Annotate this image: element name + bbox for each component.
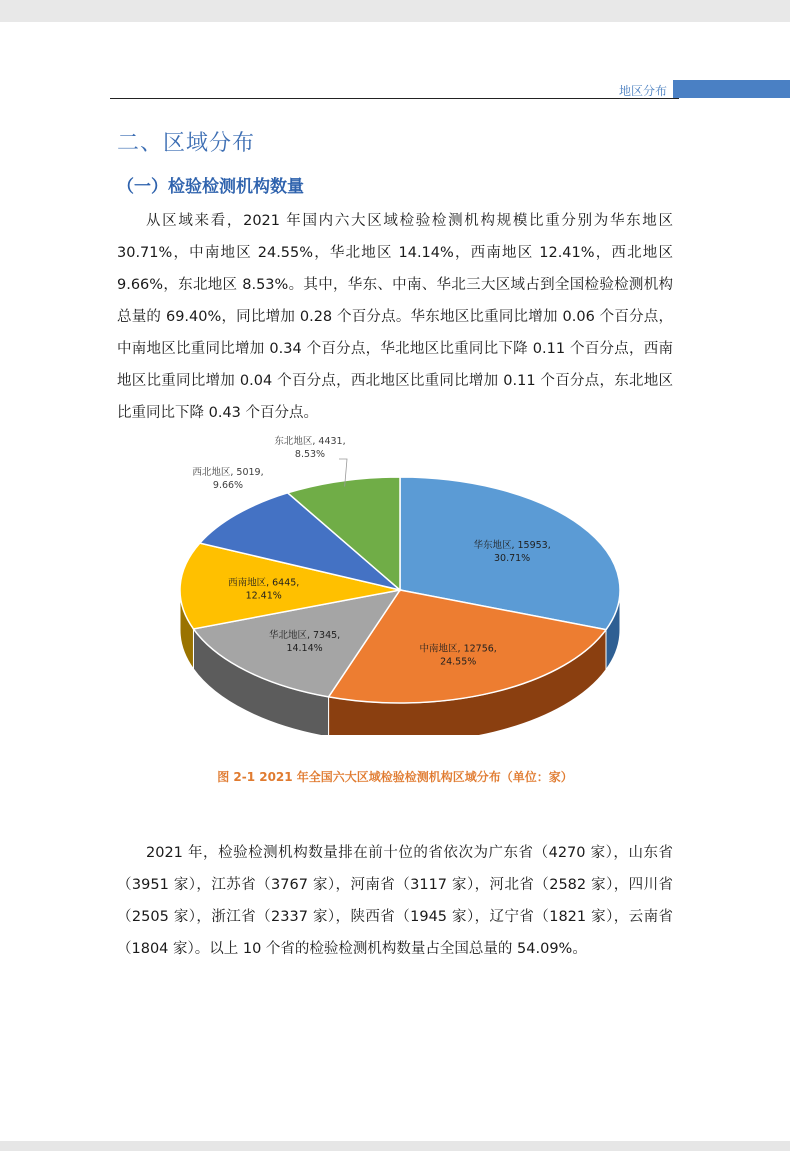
pie-chart-svg [150,425,650,735]
pie-label-4: 西北地区, 5019, [192,467,264,478]
pie-label-pct-5: 8.53% [294,449,326,460]
pie-label-0: 华东地区, 15953, [473,540,551,552]
section-title: 二、区域分布 [117,131,256,156]
pie-chart [150,425,650,735]
pie-label-pct-0: 30.71% [493,553,531,565]
pie-label-pct-3: 12.41% [245,590,282,602]
pie-label-pct-2: 14.14% [286,643,323,655]
top-margin-band [0,0,790,22]
pie-label-2: 华北地区, 7345, [268,630,341,642]
paragraph-region-shares: 从区域来看，2021 年国内六大区域检验检测机构规模比重分别为华东地区 30.71%，中南地区 24.55%，华北地区 14.14%，西南地区 12.41%，西北地区 9.66%，东北地区 8.53%。其中，华东、中南、华北三大区域占到全国检验检测机构总量的 69.40%，同比增加 0.28 个百分点。华东地区比重同比增加 0.06 个百分点，中南地区比重同比增加 0.34 个百分点，华北地区比重同比下降 0.11 个百分点，西南地区比重同比增加 0.04 个百分点，西北地区比重同比增加 0.11 个百分点，东北地区比重同比下降 0.43 个百分点。 [117,213,673,421]
pie-label-1: 中南地区, 12756, [419,643,497,655]
bottom-margin-band [0,1141,790,1151]
running-header-label: 地区分布 [619,84,668,98]
pie-label-pct-4: 9.66% [212,480,244,491]
pie-label-pct-1: 24.55% [440,656,477,668]
running-header-bar [673,80,790,98]
sub-title: （一）检验检测机构数量 [117,177,304,197]
chart-caption: 图 2-1 2021 年全国六大区域检验检测机构区域分布（单位：家） [217,770,573,784]
pie-label-3: 西南地区, 6445, [228,577,300,589]
paragraph-top-provinces: 2021 年，检验检测机构数量排在前十位的省依次为广东省（4270 家），山东省（3951 家），江苏省（3767 家），河南省（3117 家），河北省（2582 家），四川省（2505 家），浙江省（2337 家），陕西省（1945 家），辽宁省（1821 家），云南省（1804 家）。以上 10 个省的检验检测机构数量占全国总量的 54.09%。 [117,845,673,957]
pie-label-5: 东北地区, 4431, [274,436,346,447]
header-rule [110,98,679,99]
